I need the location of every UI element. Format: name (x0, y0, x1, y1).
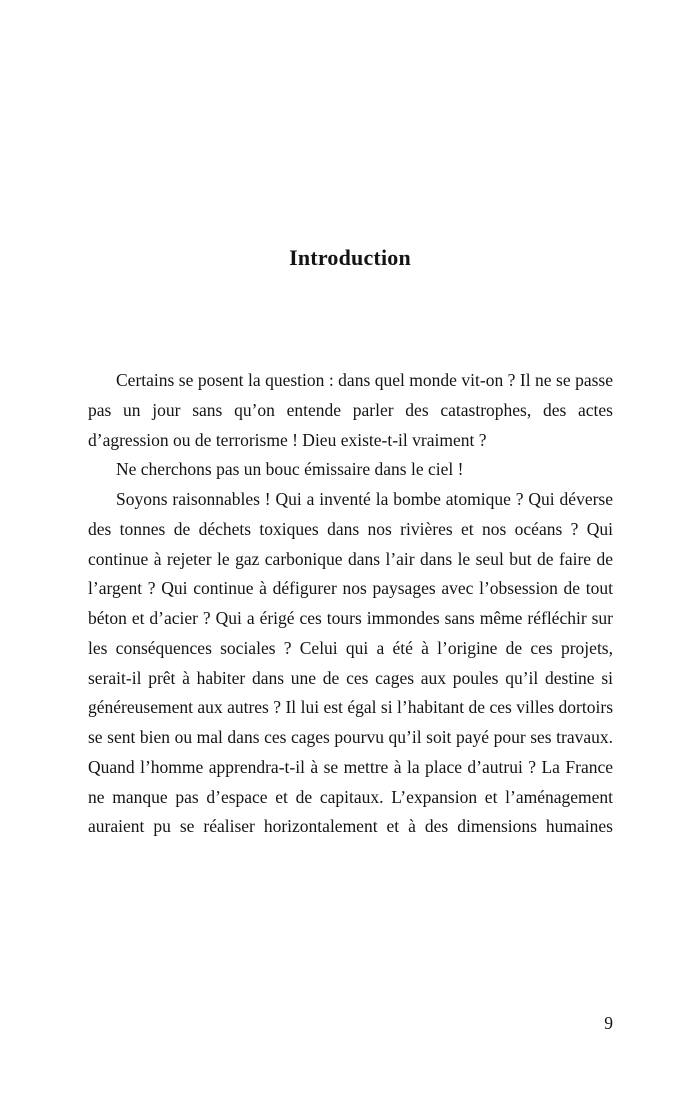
body-text (88, 366, 613, 842)
page-number: 9 (604, 1013, 613, 1033)
paragraph-2: Ne cherchons pas un bouc émissaire dans le ciel ! (116, 459, 464, 480)
paragraph-1: Certains se posent la question : dans quel monde vit-on ? Il ne se passe pas un jour sans qu’on entende parler des catastrophes, des actes d’agression ou de terrorisme ! Dieu existe-t-il vraiment ? (88, 370, 613, 450)
paragraph-3: Soyons raisonnables ! Qui a inventé la bombe atomique ? Qui déverse des tonnes de déchets toxiques dans nos rivières et nos océans ? Qui continue à rejeter le gaz carbonique dans l’air dans le seul but de faire de l’argent ? Qui continue à défigurer nos paysages avec l’obsession de tout béton et d’acier ? Qui a érigé ces tours immondes sans même réfléchir sur les conséquences sociales ? Celui qui a été à l’origine de ces projets, serait-il prêt à habiter dans une de ces cages aux poules qu’il destine si généreusement aux autres ? Il lui est égal si l’habitant de ces villes dortoirs se sent bien ou mal dans ces cages pourvu qu’il soit payé pour ses travaux. Quand l’homme apprendra-t-il à se mettre à la place d’autrui ? La France ne manque pas d’espace et de capitaux. L’expansion et l’aménagement auraient pu se réaliser horizontalement et à des dimensions humaines (88, 489, 613, 837)
chapter-title: Introduction (289, 245, 411, 270)
